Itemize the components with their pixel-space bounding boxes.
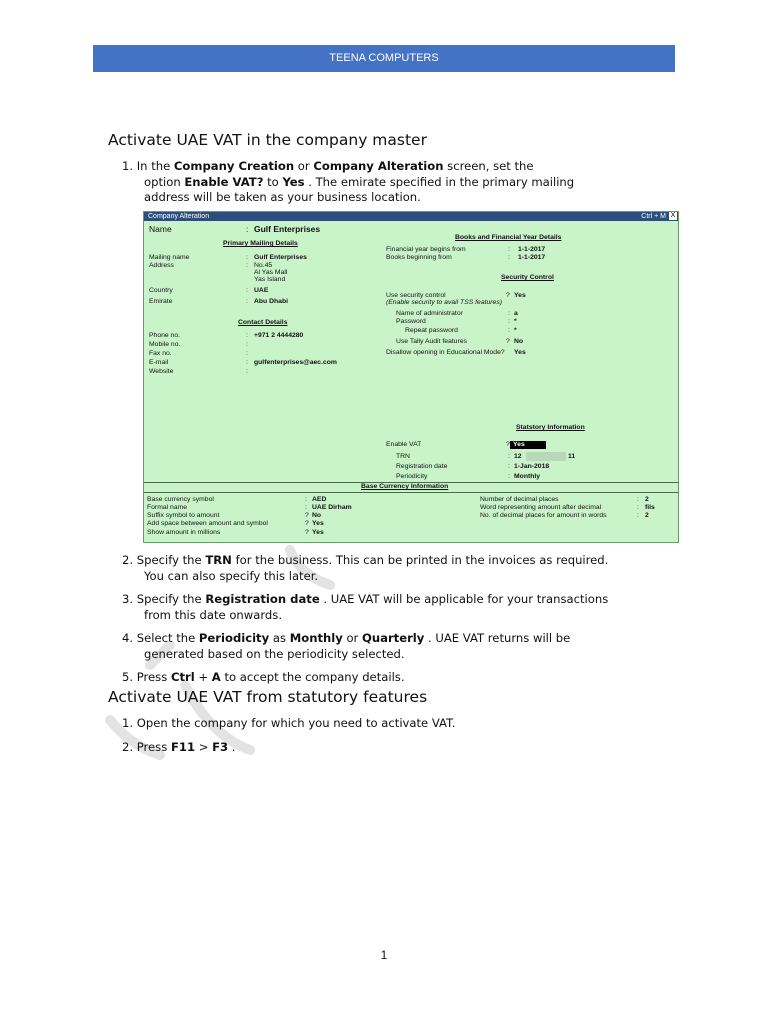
disallow-label: Disallow opening in Educational Mode?: [386, 349, 505, 356]
tally-window-title: Company Alteration: [148, 213, 210, 220]
website-label: Website: [149, 368, 174, 375]
disallow-value: Yes: [514, 349, 526, 356]
section2-step-1: 1. Open the company for which you need to activate VAT.: [122, 716, 456, 730]
company-name-value: Gulf Enterprises: [254, 224, 321, 234]
company-alteration-screenshot: Company Alteration Ctrl + M X Name : Gulf Enterprises Primary Mailing Details Mailing name : Gulf Enterprises Address : No.45 Al Yas Mall Yas Island Country : UAE Emirate : Abu Dhabi Contact Details Phone no. : +971 2 4444280 Mobile no. : Fax no. : E-mail : gulfenterprises@aec.com Website : Books and Financial Year Details Financial year begins from : 1-1-2017 Books beginning from : 1-1-2017 Security Control Use security control ? Yes (Enable security to avail TSS features) Name of administrator : a Password : * Repeat password : * Use Tally Audit features ? No Disallow opening in Educational Mode? Yes Statstory Information Enable VAT ? Yes TRN : 12 11 Registration date : 1-Jan-2018 Periodicity : Monthly Base Currency Information Base currency symbol : AED Formal name : UAE Dirham Suffix symbol to amount ? No Add space between amount and symbol ? Yes Show amount in millions ? Yes Number of decimal places : 2 Word representing amount after decimal : fils No. of decimal places for amount in words : 2: [143, 211, 679, 543]
tally-title-bar: [144, 212, 678, 221]
step-3-paragraph: 3. Specify the Registration date . UAE VAT will be applicable for your transactions from this date onwards.: [122, 592, 609, 622]
address-line-3: Yas Island: [254, 276, 286, 283]
base-currency-heading: Base Currency Information: [361, 483, 449, 490]
emirate-value: Abu Dhabi: [254, 298, 288, 305]
country-value: UAE: [254, 287, 269, 294]
phone-value: +971 2 4444280: [254, 332, 304, 339]
fy-value: 1-1-2017: [518, 246, 546, 253]
decimal-places-value: 2: [645, 496, 649, 503]
address-line-1: No.45: [254, 262, 273, 269]
decimal-places-label: Number of decimal places: [480, 496, 559, 503]
mailing-name-value: Gulf Enterprises: [254, 254, 307, 261]
use-security-value: Yes: [514, 292, 526, 299]
suffix-label: Suffix symbol to amount: [147, 512, 220, 519]
section-heading-company-master: Activate UAE VAT in the company master: [108, 131, 427, 149]
books-value: 1-1-2017: [518, 254, 546, 261]
use-security-label: Use security control: [386, 292, 446, 299]
close-icon: X: [670, 212, 676, 219]
base-symbol-label: Base currency symbol: [147, 496, 214, 503]
enable-vat-label: Enable VAT: [386, 441, 422, 448]
trn-prefix: 12: [514, 453, 522, 460]
repeat-password-value: *: [514, 327, 517, 334]
colon: :: [246, 224, 249, 234]
country-label: Country: [149, 287, 173, 294]
base-symbol-value: AED: [312, 496, 327, 503]
periodicity-value: Monthly: [514, 473, 541, 480]
tally-shortcut: Ctrl + M: [641, 213, 666, 220]
decimal-word-value: fils: [645, 504, 655, 511]
password-value: *: [514, 318, 517, 325]
email-label: E-mail: [149, 359, 169, 366]
decimal-words-label: No. of decimal places for amount in words: [480, 512, 607, 519]
page-number: 1: [380, 948, 388, 962]
registration-date-value: 1-Jan-2018: [514, 463, 550, 470]
password-label: Password: [396, 318, 426, 325]
primary-mailing-heading: Primary Mailing Details: [223, 240, 298, 247]
space-value: Yes: [312, 520, 324, 527]
fax-label: Fax no.: [149, 350, 172, 357]
step-5-paragraph: 5. Press Ctrl + A to accept the company details.: [122, 670, 405, 684]
trn-label: TRN: [396, 453, 410, 460]
security-note: (Enable security to avail TSS features): [386, 299, 502, 306]
formal-name-label: Formal name: [147, 504, 188, 511]
repeat-password-label: Repeat password: [405, 327, 458, 334]
divider: [144, 492, 678, 493]
step-2-paragraph: 2. Specify the TRN for the business. This can be printed in the invoices as required. You can also specify this later.: [122, 553, 609, 583]
books-heading: Books and Financial Year Details: [455, 234, 562, 241]
suffix-value: No: [312, 512, 322, 519]
emirate-label: Emirate: [149, 298, 173, 305]
audit-label: Use Tally Audit features: [396, 338, 467, 345]
mailing-name-label: Mailing name: [149, 254, 190, 261]
formal-name-value: UAE Dirham: [312, 504, 352, 511]
admin-value: a: [514, 310, 518, 317]
admin-label: Name of administrator: [396, 310, 463, 317]
section-heading-statutory-features: Activate UAE VAT from statutory features: [108, 688, 428, 706]
phone-label: Phone no.: [149, 332, 180, 339]
space-label: Add space between amount and symbol: [147, 520, 268, 527]
section2-step-2: 2. Press F11 > F3 .: [122, 740, 236, 754]
contact-details-heading: Contact Details: [238, 319, 288, 326]
step-1-paragraph: 1. In the Company Creation or Company Alteration screen, set the option Enable VAT? to Yes . The emirate specified in the primary mailing address will be taken as your business location.: [122, 159, 575, 204]
email-value: gulfenterprises@aec.com: [254, 359, 337, 366]
decimal-words-value: 2: [645, 512, 649, 519]
trn-suffix: 11: [568, 453, 576, 460]
enable-vat-value: Yes: [510, 441, 546, 449]
statutory-heading: Statstory Information: [516, 424, 585, 431]
registration-date-label: Registration date: [396, 463, 448, 470]
name-label: Name: [149, 224, 172, 234]
millions-label: Show amount in millions: [147, 529, 221, 536]
security-heading: Security Control: [501, 274, 554, 281]
audit-value: No: [514, 338, 524, 345]
address-line-2: Al Yas Mall: [254, 269, 288, 276]
books-label: Books beginning from: [386, 254, 452, 261]
millions-value: Yes: [312, 529, 324, 536]
address-label: Address: [149, 262, 174, 269]
document-header: TEENA COMPUTERS: [93, 45, 675, 72]
periodicity-label: Periodicity: [396, 473, 428, 480]
fy-label: Financial year begins from: [386, 246, 466, 253]
decimal-word-label: Word representing amount after decimal: [480, 504, 602, 511]
mobile-label: Mobile no.: [149, 341, 181, 348]
step-4-paragraph: 4. Select the Periodicity as Monthly or Quarterly . UAE VAT returns will be generated based on the periodicity selected.: [122, 631, 571, 661]
trn-redaction: [526, 452, 566, 461]
